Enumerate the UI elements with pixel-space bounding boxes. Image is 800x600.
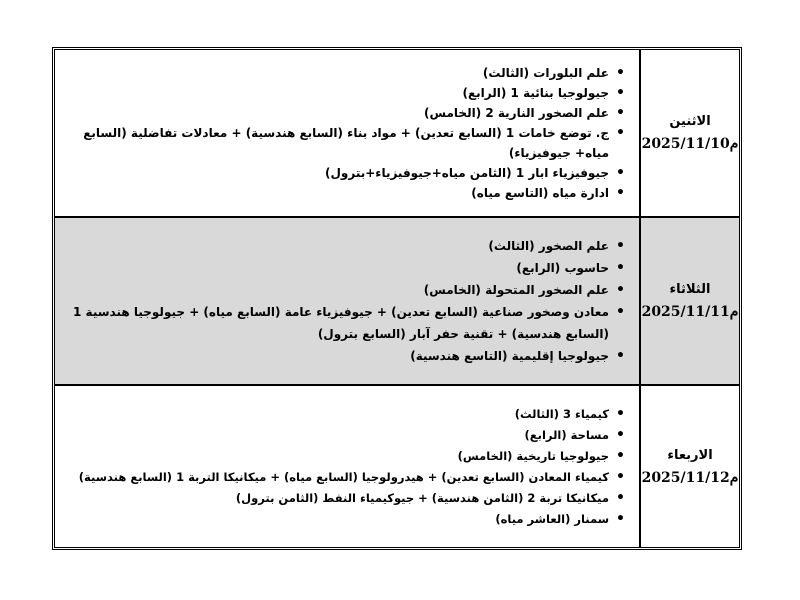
- subject-item: • ادارة مياه (التاسع مياه): [61, 183, 609, 203]
- subject-item: • سمنار (العاشر مياه): [61, 509, 609, 530]
- day-cell: [639, 386, 739, 547]
- subjects-cell: [55, 218, 639, 384]
- subject-item: • كيمياء 3 (الثالث): [61, 404, 609, 425]
- subject-item: • جيولوجيا إقليمية (التاسع هندسية): [61, 345, 609, 367]
- subject-item: • جيولوجيا بنائية 1 (الرابع): [61, 83, 609, 103]
- day-cell: [639, 50, 739, 216]
- day-date: 2025/11/10م: [641, 136, 739, 152]
- subject-item: • حاسوب (الرابع): [61, 257, 609, 279]
- subject-item: • كيمياء المعادن (السابع تعدين) + هيدرولوجيا (السابع مياه) + ميكانيكا التربة 1 (السابع هندسية): [61, 467, 609, 488]
- subject-item: • معادن وصخور صناعية (السابع تعدين) + جيوفيزياء عامة (السابع مياه) + جيولوجيا هندسية 1 (السابع هندسية) + تقنية حفر آبار (السابع بترول): [61, 301, 609, 345]
- subject-item: • علم الصخور (الثالث): [61, 235, 609, 257]
- schedule-row-monday: [55, 50, 739, 218]
- subjects-list: [61, 235, 631, 367]
- schedule-row-tuesday: [55, 218, 739, 386]
- subjects-list: [61, 404, 631, 530]
- schedule-row-wednesday: [55, 386, 739, 547]
- subject-item: • جيوفيزياء ابار 1 (الثامن مياه+جيوفيزياء+بترول): [61, 163, 609, 183]
- subject-item: • جيولوجيا تاريخية (الخامس): [61, 446, 609, 467]
- subject-item: • علم البلورات (الثالث): [61, 63, 609, 83]
- day-cell: [639, 218, 739, 384]
- subject-item: • علم الصخور النارية 2 (الخامس): [61, 103, 609, 123]
- subjects-cell: [55, 50, 639, 216]
- day-date: 2025/11/11م: [641, 304, 739, 320]
- subject-item: • ميكانيكا تربة 2 (الثامن هندسية) + جيوكيمياء النفط (الثامن بترول): [61, 488, 609, 509]
- day-name: الاثنين: [669, 114, 711, 129]
- subject-item: • علم الصخور المتحولة (الخامس): [61, 279, 609, 301]
- day-name: الثلاثاء: [669, 282, 711, 297]
- subjects-cell: [55, 386, 639, 547]
- subjects-list: [61, 63, 631, 203]
- subject-item: • ج. توضع خامات 1 (السابع تعدين) + مواد بناء (السابع هندسية) + معادلات تفاضلية (السابع مياه+ جيوفيزياء): [61, 123, 609, 163]
- subject-item: • مساحة (الرابع): [61, 425, 609, 446]
- day-name: الاربعاء: [667, 447, 713, 463]
- exam-schedule-table: [52, 47, 742, 550]
- day-date: 2025/11/12م: [641, 469, 739, 486]
